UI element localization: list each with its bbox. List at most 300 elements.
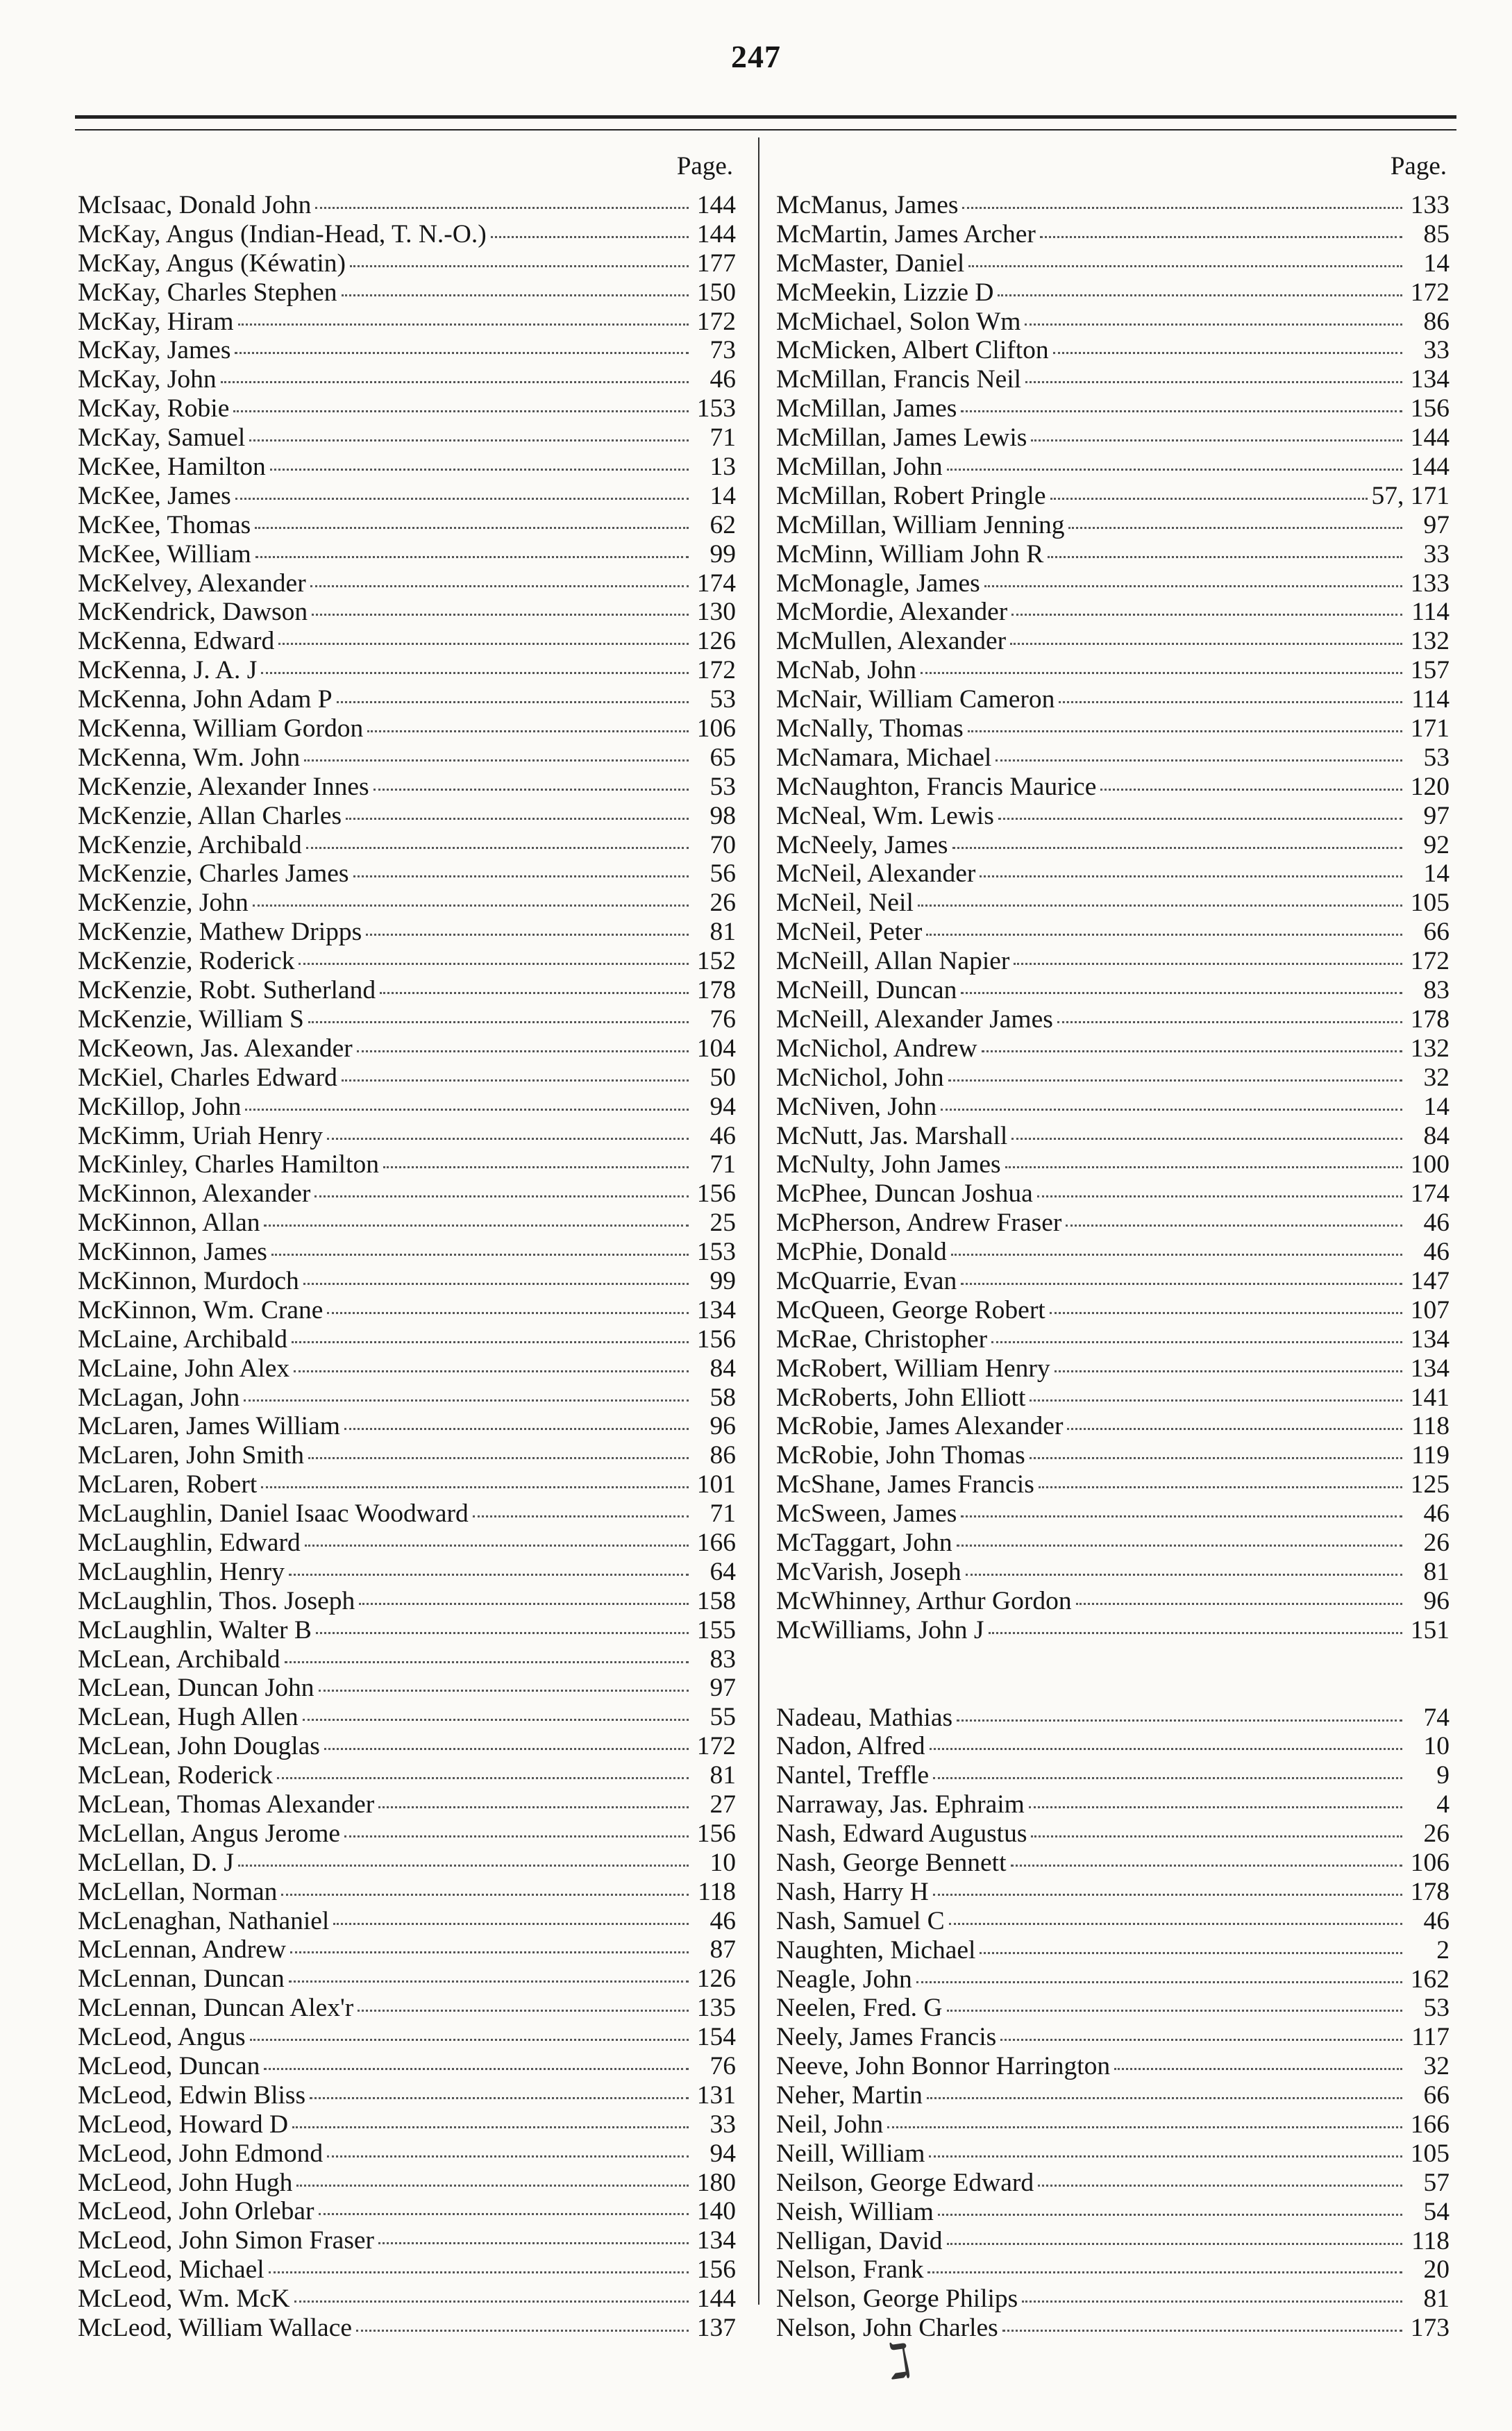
entry-name: McLean, Duncan John	[78, 1674, 314, 1703]
dot-leader	[319, 1690, 689, 1692]
index-entry	[78, 1499, 736, 1529]
dot-leader	[366, 934, 689, 936]
entry-name: McWilliams, John J	[776, 1615, 984, 1644]
index-entry	[776, 1587, 1450, 1616]
index-entry	[78, 540, 736, 569]
entry-name: Neil, John	[776, 2110, 884, 2139]
dot-leader	[290, 1951, 689, 1953]
dot-leader	[314, 1195, 689, 1197]
index-entry	[776, 859, 1450, 889]
dot-leader	[333, 1923, 689, 1925]
entry-name: Neely, James Francis	[776, 2023, 997, 2052]
entry-page-number: 156	[696, 1179, 736, 1209]
dot-leader	[1039, 1486, 1402, 1488]
entry-name: McKenzie, Charles James	[78, 859, 349, 889]
entry-page-number: 46	[709, 365, 736, 394]
entry-page-number: 134	[696, 2226, 736, 2255]
entry-page-number: 135	[696, 1994, 736, 2023]
index-entry	[776, 2227, 1450, 2256]
dot-leader	[373, 789, 689, 791]
dot-leader	[1002, 2330, 1402, 2332]
entry-name: McLeod, Wm. McK	[78, 2285, 290, 2314]
dot-leader	[1037, 1195, 1402, 1197]
dot-leader	[278, 643, 689, 645]
entry-page-number: 58	[709, 1383, 736, 1412]
entry-name: McKillop, John	[78, 1092, 242, 1121]
entry-name: Nelson, George Philips	[776, 2285, 1018, 2314]
entry-page-number: 97	[1423, 510, 1450, 539]
dot-leader	[1050, 498, 1368, 500]
dot-leader	[269, 2271, 689, 2273]
entry-name: McLaren, Robert	[78, 1470, 258, 1499]
dot-leader	[996, 759, 1402, 762]
dot-leader	[957, 1545, 1402, 1547]
dot-leader	[342, 1079, 689, 1082]
index-entry	[78, 482, 736, 511]
entry-name: McKee, James	[78, 481, 231, 510]
index-entry	[776, 2255, 1450, 2285]
entry-page-number: 155	[696, 1615, 736, 1644]
index-entry	[78, 656, 736, 685]
dot-leader	[1059, 701, 1402, 703]
entry-page-number: 118	[1411, 1412, 1450, 1441]
dot-leader	[968, 730, 1402, 732]
index-entry	[776, 1819, 1450, 1849]
entry-name: McMullen, Alexander	[776, 627, 1007, 656]
index-entry	[78, 2255, 736, 2285]
entry-page-number: 126	[696, 1965, 736, 1994]
index-entry	[78, 976, 736, 1005]
index-entry	[776, 685, 1450, 714]
entry-name: McNab, John	[776, 656, 917, 685]
entry-page-number: 86	[709, 1441, 736, 1470]
index-entry	[78, 1907, 736, 1936]
dot-leader	[1055, 1370, 1402, 1372]
entry-page-number: 97	[709, 1674, 736, 1703]
entry-name: McRae, Christopher	[776, 1324, 988, 1354]
entry-name: McKinnon, Murdoch	[78, 1266, 299, 1295]
entry-page-number: 156	[696, 1819, 736, 1848]
entry-page-number: 46	[709, 1121, 736, 1150]
entry-page-number: 132	[1410, 627, 1450, 656]
index-entry	[776, 889, 1450, 918]
entry-name: McMillan, James Lewis	[776, 423, 1027, 453]
entry-page-number: 81	[709, 918, 736, 947]
dot-leader	[350, 265, 689, 267]
entry-name: McKenna, Edward	[78, 627, 275, 656]
entry-page-number: 94	[709, 2139, 736, 2168]
index-entry	[78, 598, 736, 627]
index-entry	[78, 336, 736, 365]
index-entry	[78, 453, 736, 482]
entry-page-number: 153	[696, 394, 736, 423]
entry-name: McNiven, John	[776, 1092, 937, 1121]
left-entry-list	[78, 191, 736, 2343]
index-entry	[776, 1093, 1450, 1122]
entry-page-number: 56	[709, 859, 736, 889]
entry-name: McRoberts, John Elliott	[776, 1383, 1026, 1412]
index-entry	[78, 2139, 736, 2169]
index-entry	[776, 511, 1450, 540]
entry-page-number: 87	[709, 1935, 736, 1965]
entry-name: McLagan, John	[78, 1383, 240, 1412]
dot-leader	[253, 905, 689, 907]
entry-page-number: 137	[696, 2314, 736, 2343]
index-entry	[776, 191, 1450, 220]
dot-leader	[1066, 1225, 1402, 1227]
dot-leader	[947, 469, 1402, 471]
dot-leader	[378, 2242, 689, 2244]
entry-page-number: 4	[1436, 1790, 1450, 1819]
dot-leader	[1030, 1399, 1402, 1402]
index-entry	[78, 1470, 736, 1499]
dot-leader	[1100, 789, 1402, 791]
entry-page-number: 46	[1423, 1209, 1450, 1238]
entry-name: McMichael, Solon Wm	[776, 307, 1021, 336]
entry-page-number: 55	[709, 1703, 736, 1732]
entry-page-number: 53	[1423, 1994, 1450, 2023]
entry-page-number: 166	[1410, 2110, 1450, 2139]
index-entry	[78, 831, 736, 860]
entry-page-number: 158	[696, 1586, 736, 1615]
entry-page-number: 85	[1423, 219, 1450, 249]
dot-leader	[310, 2097, 689, 2099]
dot-leader	[324, 1748, 689, 1750]
entry-name: McKay, Angus (Indian-Head, T. N.-O.)	[78, 219, 487, 249]
entry-page-number: 71	[709, 1150, 736, 1179]
entry-page-number: 162	[1410, 1965, 1450, 1994]
dot-leader	[327, 2155, 689, 2157]
entry-name: Neagle, John	[776, 1965, 912, 1994]
dot-leader	[270, 469, 689, 471]
index-entry	[78, 2197, 736, 2226]
dot-leader	[933, 1777, 1402, 1779]
section-gap	[776, 1645, 1450, 1704]
entry-name: Neilson, George Edward	[776, 2168, 1034, 2197]
entry-page-number: 73	[709, 336, 736, 365]
index-entry	[78, 423, 736, 453]
index-entry	[776, 1470, 1450, 1499]
index-entry	[776, 1412, 1450, 1441]
dot-leader	[1068, 527, 1402, 529]
dot-leader	[235, 498, 689, 500]
dot-leader	[308, 1457, 689, 1459]
entry-name: McKay, Charles Stephen	[78, 278, 337, 307]
entry-page-number: 120	[1410, 772, 1450, 801]
index-entry	[776, 308, 1450, 337]
entry-name: McLeod, John Edmond	[78, 2139, 324, 2168]
entry-name: McQuarrie, Evan	[776, 1266, 957, 1295]
dot-leader	[1038, 2185, 1402, 2187]
index-entry	[776, 2052, 1450, 2081]
entry-name: McKay, Samuel	[78, 423, 246, 453]
entry-name: McKay, Robie	[78, 394, 230, 423]
entry-page-number: 119	[1411, 1441, 1450, 1470]
entry-page-number: 126	[696, 627, 736, 656]
entry-page-number: 171	[1410, 714, 1450, 743]
index-entry	[776, 714, 1450, 743]
dot-leader	[961, 992, 1402, 994]
entry-page-number: 117	[1411, 2023, 1450, 2052]
entry-name: McKenzie, William S	[78, 1004, 304, 1034]
dot-leader	[255, 527, 689, 529]
entry-page-number: 10	[709, 1848, 736, 1877]
entry-page-number: 101	[696, 1470, 736, 1499]
dot-leader	[957, 1719, 1402, 1722]
dot-leader	[961, 1283, 1402, 1285]
entry-page-number: 118	[698, 1877, 736, 1906]
entry-name: McMeekin, Lizzie D	[776, 278, 994, 307]
index-entry	[776, 336, 1450, 365]
entry-page-number: 156	[696, 2255, 736, 2285]
entry-name: McKinley, Charles Hamilton	[78, 1150, 379, 1179]
dot-leader	[292, 2126, 689, 2128]
entry-page-number: 156	[696, 1324, 736, 1354]
dot-leader	[221, 381, 689, 383]
entry-name: McNeal, Wm. Lewis	[776, 801, 994, 830]
entry-name: McKenna, John Adam P	[78, 685, 333, 714]
index-entry	[78, 249, 736, 278]
index-entry	[78, 1732, 736, 1761]
dot-leader	[344, 1835, 689, 1837]
index-entry	[776, 976, 1450, 1005]
entry-name: McKay, Angus (Kéwatin)	[78, 249, 346, 278]
index-entry	[776, 1296, 1450, 1325]
dot-leader	[294, 2300, 689, 2303]
index-entry	[776, 1325, 1450, 1354]
entry-page-number: 144	[696, 219, 736, 249]
entry-name: McLeod, John Hugh	[78, 2168, 293, 2197]
entry-name: McMinn, William John R	[776, 539, 1044, 569]
dot-leader	[1053, 352, 1402, 354]
entry-page-number: 178	[696, 976, 736, 1005]
entry-name: Neish, William	[776, 2197, 934, 2226]
entry-page-number: 100	[1410, 1150, 1450, 1179]
entry-name: McLean, John Douglas	[78, 1732, 320, 1761]
dot-leader	[344, 1428, 689, 1430]
entry-name: McKinnon, Wm. Crane	[78, 1295, 324, 1324]
entry-page-number: 20	[1423, 2255, 1450, 2285]
entry-page-number: 14	[1423, 1092, 1450, 1121]
index-entry	[78, 2052, 736, 2081]
entry-page-number: 27	[709, 1790, 736, 1819]
entry-name: Nash, Edward Augustus	[776, 1819, 1027, 1849]
entry-page-number: 178	[1410, 1877, 1450, 1906]
entry-page-number: 25	[709, 1209, 736, 1238]
entry-name: McKinnon, Allan	[78, 1209, 260, 1238]
index-entry	[776, 598, 1450, 627]
entry-page-number: 152	[696, 947, 736, 976]
index-entry	[78, 1412, 736, 1441]
dot-leader	[304, 759, 689, 762]
entry-name: McKay, John	[78, 365, 217, 394]
index-entry	[78, 1703, 736, 1732]
index-entry	[78, 1616, 736, 1645]
entry-page-number: 33	[1423, 539, 1450, 569]
entry-page-number: 74	[1423, 1703, 1450, 1732]
dot-leader	[947, 2243, 1402, 2245]
dot-leader	[938, 2214, 1402, 2216]
index-entry	[78, 308, 736, 337]
entry-name: McShane, James Francis	[776, 1470, 1034, 1499]
dot-leader	[359, 1603, 689, 1605]
index-entry	[78, 1354, 736, 1383]
entry-page-number: 26	[1423, 1528, 1450, 1557]
entry-name: McKenzie, Archibald	[78, 830, 302, 859]
entry-name: McMillan, Robert Pringle	[776, 481, 1046, 510]
entry-name: McPhee, Duncan Joshua	[776, 1179, 1033, 1209]
dot-leader	[1010, 643, 1402, 645]
dot-leader	[294, 1370, 689, 1372]
entry-page-number: 46	[1423, 1238, 1450, 1267]
entry-page-number: 81	[709, 1761, 736, 1790]
index-entry	[78, 1819, 736, 1849]
entry-name: McNamara, Michael	[776, 743, 992, 772]
entry-page-number: 125	[1410, 1470, 1450, 1499]
dot-leader	[1040, 236, 1402, 238]
entry-name: McKenzie, Roderick	[78, 947, 295, 976]
index-entry	[776, 2139, 1450, 2169]
right-entry-list-mc	[776, 191, 1450, 1645]
index-entry	[776, 2198, 1450, 2227]
index-entry	[78, 1994, 736, 2023]
entry-page-number: 26	[1423, 1819, 1450, 1849]
index-entry	[78, 918, 736, 947]
dot-leader	[264, 1225, 689, 1227]
entry-name: McLennan, Duncan Alex'r	[78, 1994, 354, 2023]
dot-leader	[1030, 1457, 1402, 1459]
dot-leader	[952, 847, 1403, 849]
entry-name: McLeod, John Simon Fraser	[78, 2226, 375, 2255]
index-entry	[78, 1441, 736, 1470]
entry-page-number: 106	[1410, 1848, 1450, 1877]
index-entry	[78, 947, 736, 976]
dot-leader	[887, 2126, 1402, 2128]
index-entry	[78, 1558, 736, 1587]
column-divider	[758, 137, 759, 2305]
entry-name: McLenaghan, Nathaniel	[78, 1906, 330, 1935]
entry-page-number: 174	[696, 569, 736, 598]
entry-name: McLeod, Michael	[78, 2255, 264, 2285]
dot-leader	[261, 672, 689, 674]
index-entry	[776, 453, 1450, 482]
dot-leader	[1114, 2068, 1402, 2070]
dot-leader	[356, 2330, 689, 2332]
entry-name: McNair, William Cameron	[776, 685, 1055, 714]
header-rule-thin	[75, 129, 1456, 131]
index-entry	[776, 656, 1450, 685]
entry-name: Nadon, Alfred	[776, 1732, 925, 1761]
dot-leader	[929, 2155, 1402, 2157]
entry-page-number: 173	[1410, 2314, 1450, 2343]
dot-leader	[918, 905, 1402, 907]
dot-leader	[249, 439, 689, 441]
left-page-header: Page.	[676, 152, 733, 180]
entry-name: Neeve, John Bonnor Harrington	[776, 2052, 1111, 2081]
index-entry	[78, 2110, 736, 2139]
index-entry	[78, 394, 736, 423]
entry-name: McLennan, Andrew	[78, 1935, 286, 1965]
entry-page-number: 10	[1423, 1732, 1450, 1761]
index-entry	[776, 1994, 1450, 2023]
index-entry	[776, 1063, 1450, 1093]
dot-leader	[927, 2271, 1402, 2273]
entry-name: McKenzie, Mathew Dripps	[78, 918, 362, 947]
entry-name: McKinnon, Alexander	[78, 1179, 311, 1209]
index-entry	[78, 511, 736, 540]
index-entry	[776, 802, 1450, 831]
index-entry	[776, 2285, 1450, 2314]
entry-name: McNeil, Peter	[776, 918, 923, 947]
entry-name: McMonagle, James	[776, 569, 980, 598]
index-entry	[78, 1849, 736, 1878]
dot-leader	[961, 1515, 1402, 1517]
entry-page-number: 172	[1410, 278, 1450, 307]
entry-page-number: 46	[1423, 1499, 1450, 1529]
entry-page-number: 156	[1410, 394, 1450, 423]
dot-leader	[327, 1312, 689, 1314]
index-entry	[776, 2081, 1450, 2110]
entry-name: McMillan, William Jenning	[776, 510, 1065, 539]
entry-page-number: 154	[696, 2023, 736, 2052]
entry-name: McLeod, Angus	[78, 2023, 246, 2052]
entry-page-number: 50	[709, 1063, 736, 1092]
dot-leader	[358, 2010, 689, 2012]
entry-name: McLaughlin, Thos. Joseph	[78, 1586, 355, 1615]
entry-name: McKeown, Jas. Alexander	[78, 1034, 353, 1063]
index-entry	[78, 1238, 736, 1267]
dot-leader	[315, 207, 689, 209]
entry-name: McLean, Thomas Alexander	[78, 1790, 375, 1819]
index-entry	[776, 2169, 1450, 2198]
index-entry	[776, 947, 1450, 976]
entry-page-number: 105	[1410, 2139, 1450, 2168]
dot-leader	[380, 992, 689, 994]
dot-leader	[383, 1166, 689, 1168]
entry-page-number: 53	[1423, 743, 1450, 772]
entry-page-number: 13	[709, 453, 736, 482]
right-column	[776, 142, 1450, 2343]
entry-name: McPhie, Donald	[776, 1238, 947, 1267]
entry-page-number: 144	[696, 191, 736, 219]
entry-page-number: 133	[1410, 191, 1450, 219]
entry-name: McNally, Thomas	[776, 714, 964, 743]
index-entry	[776, 1849, 1450, 1878]
index-entry	[78, 2285, 736, 2314]
index-entry	[78, 773, 736, 802]
entry-page-number: 150	[696, 278, 736, 307]
entry-name: McLaren, James William	[78, 1412, 340, 1441]
entry-page-number: 133	[1410, 569, 1450, 598]
entry-page-number: 57	[1423, 2168, 1450, 2197]
entry-name: McKenna, Wm. John	[78, 743, 301, 772]
entry-name: McQueen, George Robert	[776, 1295, 1045, 1324]
index-entry	[776, 1238, 1450, 1267]
entry-name: McNeill, Allan Napier	[776, 947, 1010, 976]
entry-page-number: 71	[709, 423, 736, 453]
entry-name: McKee, Hamilton	[78, 453, 266, 482]
index-entry	[776, 627, 1450, 656]
index-entry	[776, 482, 1450, 511]
dot-leader	[285, 1661, 689, 1663]
entry-page-number: 172	[696, 656, 736, 685]
entry-name: McKenna, J. A. J	[78, 656, 258, 685]
dot-leader	[233, 410, 689, 412]
index-entry	[78, 802, 736, 831]
index-entry	[776, 1179, 1450, 1209]
dot-leader	[980, 875, 1402, 877]
entry-name: McSween, James	[776, 1499, 957, 1529]
